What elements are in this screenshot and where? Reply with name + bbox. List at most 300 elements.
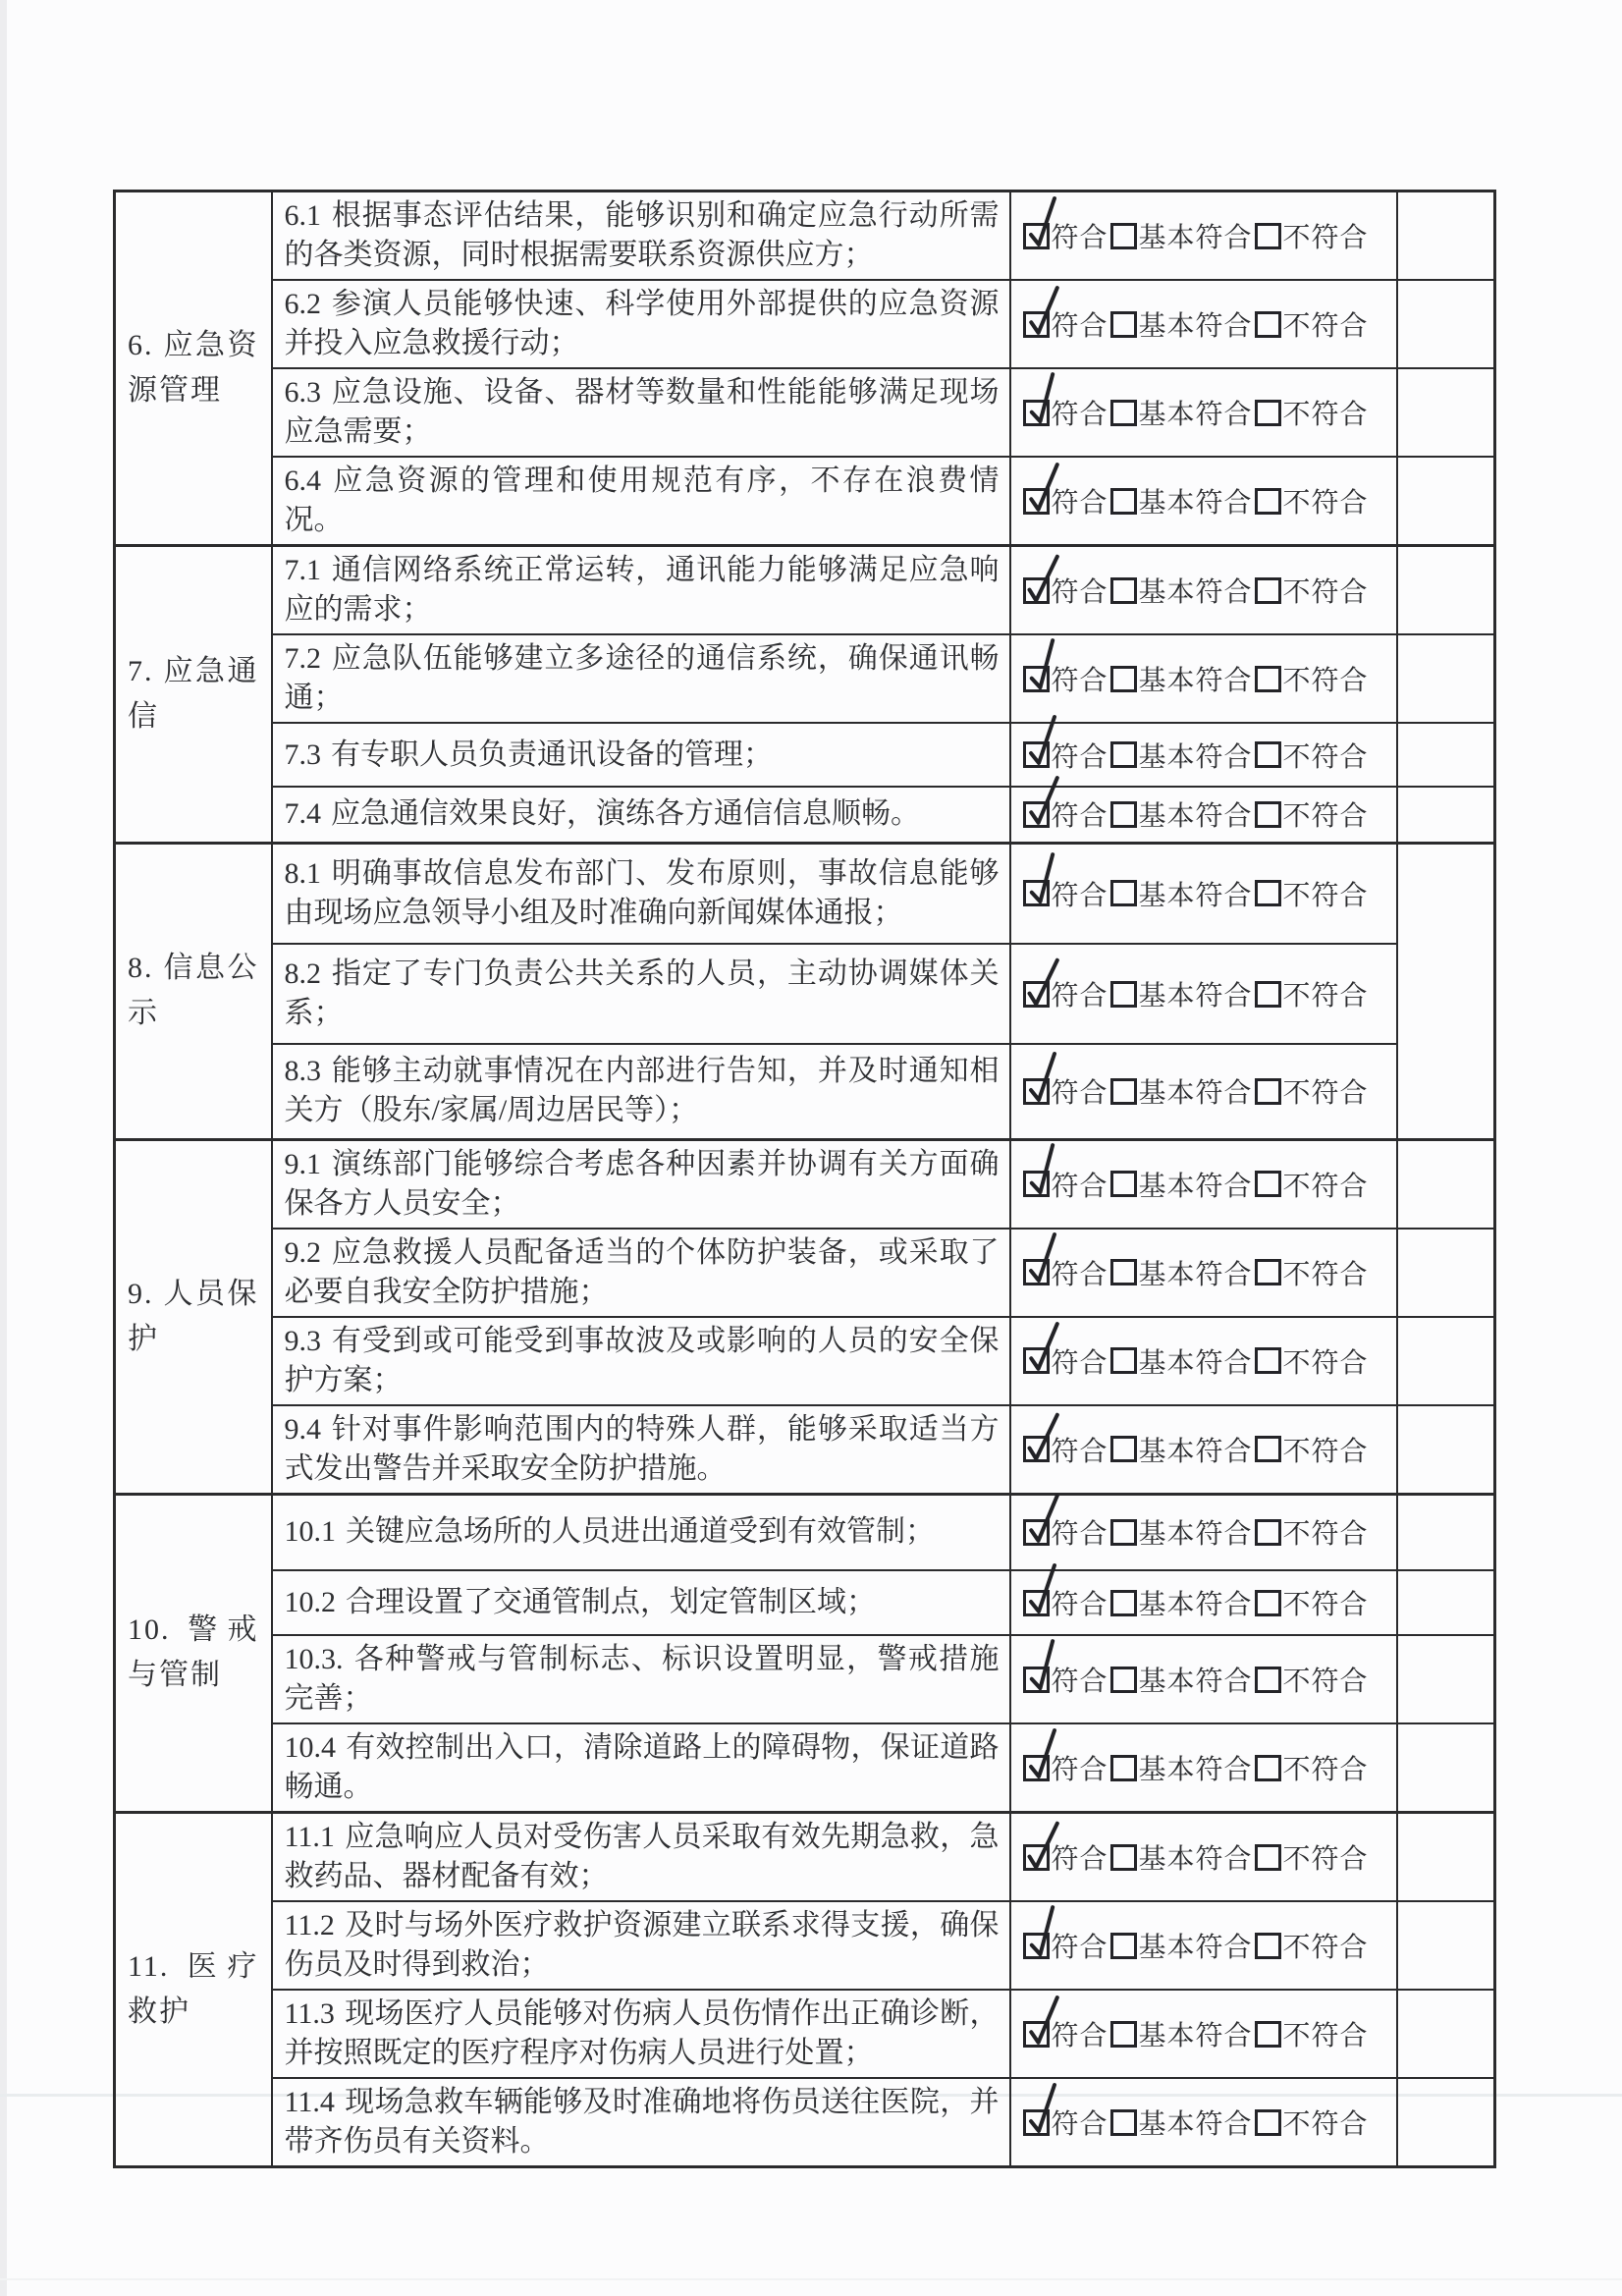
checkbox-empty-基本符合[interactable] [1110, 741, 1137, 768]
option-label: 符合 [1051, 741, 1108, 773]
option-label: 符合 [1051, 1933, 1108, 1963]
checkbox-empty-基本符合[interactable] [1110, 311, 1137, 338]
compliance-cell [1010, 1494, 1397, 1570]
option-label: 不符合 [1282, 741, 1369, 773]
option-label: 基本符合 [1138, 1590, 1253, 1620]
compliance-cell [1010, 457, 1397, 546]
compliance-cell [1010, 1813, 1397, 1902]
option-label: 不符合 [1282, 577, 1369, 608]
compliance-options [1023, 1748, 1392, 1787]
scan-band-artifact-2 [0, 2278, 1622, 2280]
compliance-options [1023, 1253, 1392, 1292]
item-number: 9.4 [284, 1412, 321, 1446]
checkbox-checked-符合[interactable] [1023, 666, 1050, 692]
item-text [272, 1723, 1010, 1813]
table-row [115, 843, 1495, 944]
option-label: 符合 [1051, 2109, 1108, 2140]
remark-cell [1397, 1990, 1495, 2078]
option-label: 符合 [1051, 1667, 1108, 1697]
checkbox-empty-基本符合[interactable] [1110, 1259, 1137, 1285]
checkbox-empty-不符合[interactable] [1255, 741, 1281, 768]
option-label: 基本符合 [1138, 400, 1253, 430]
checkbox-empty-基本符合[interactable] [1110, 1347, 1137, 1374]
checkbox-checked-符合[interactable] [1023, 223, 1050, 249]
option-label: 符合 [1051, 2021, 1108, 2051]
option-label: 不符合 [1282, 223, 1369, 253]
option-label: 基本符合 [1138, 1171, 1253, 1202]
table-row [115, 368, 1495, 457]
compliance-cell [1010, 1229, 1397, 1317]
checkbox-empty-不符合[interactable] [1255, 1590, 1281, 1616]
item-body: 演练部门能够综合考虑各种因素并协调有关方面确保各方人员安全； [284, 1147, 1000, 1220]
item-number: 8.1 [284, 856, 321, 890]
checkbox-empty-不符合[interactable] [1255, 223, 1281, 249]
checkbox-checked-符合[interactable] [1023, 488, 1050, 515]
item-body: 合理设置了交通管制点，划定管制区域； [346, 1586, 876, 1618]
table-row [115, 1044, 1495, 1139]
item-text [272, 2078, 1010, 2167]
checkbox-empty-不符合[interactable] [1255, 311, 1281, 338]
remark-cell [1397, 1139, 1495, 1229]
checkbox-empty-不符合[interactable] [1255, 981, 1281, 1008]
item-text [272, 1139, 1010, 1229]
option-label: 基本符合 [1138, 1519, 1253, 1551]
option-label: 符合 [1051, 1078, 1108, 1110]
table-row [115, 1570, 1495, 1635]
option-label: 符合 [1051, 1519, 1108, 1551]
option-label: 基本符合 [1138, 880, 1253, 911]
table-row [115, 1229, 1495, 1317]
option-label: 符合 [1051, 801, 1108, 833]
checkbox-empty-不符合[interactable] [1255, 2021, 1281, 2048]
option-label: 符合 [1051, 666, 1108, 696]
checkbox-checked-符合[interactable] [1023, 1259, 1050, 1285]
checkbox-empty-基本符合[interactable] [1110, 666, 1137, 692]
compliance-options [1023, 2014, 1392, 2053]
option-label: 基本符合 [1138, 1436, 1253, 1467]
item-number: 9.3 [284, 1324, 321, 1357]
item-body: 应急队伍能够建立多途径的通信系统，确保通讯畅通； [284, 642, 1000, 714]
compliance-options [1023, 659, 1392, 698]
checkbox-empty-基本符合[interactable] [1110, 1171, 1137, 1197]
table-row [115, 787, 1495, 843]
compliance-cell [1010, 1990, 1397, 2078]
table-row [115, 1813, 1495, 1902]
compliance-options [1023, 1837, 1392, 1877]
table-row [115, 457, 1495, 546]
option-label: 不符合 [1282, 488, 1369, 519]
table-row [115, 1494, 1495, 1570]
option-label: 符合 [1051, 1171, 1108, 1202]
option-label: 基本符合 [1138, 801, 1253, 833]
option-label: 基本符合 [1138, 1347, 1253, 1379]
scan-edge-artifact [0, 0, 7, 2296]
checkbox-checked-符合[interactable] [1023, 880, 1050, 906]
item-text [272, 1405, 1010, 1495]
item-body: 应急通信效果良好，演练各方通信信息顺畅。 [331, 797, 920, 831]
checkbox-checked-符合[interactable] [1023, 1519, 1050, 1546]
checkbox-checked-符合[interactable] [1023, 400, 1050, 426]
option-label: 基本符合 [1138, 311, 1253, 342]
option-label: 基本符合 [1138, 2021, 1253, 2051]
table-row [115, 944, 1495, 1044]
option-label: 基本符合 [1138, 1078, 1253, 1110]
remark-cell [1397, 546, 1495, 635]
table-row [115, 1635, 1495, 1723]
remark-cell-merged [1397, 843, 1495, 1139]
checkbox-empty-不符合[interactable] [1255, 1755, 1281, 1781]
option-label: 不符合 [1282, 801, 1369, 833]
checkbox-empty-基本符合[interactable] [1110, 2021, 1137, 2048]
checkbox-empty-基本符合[interactable] [1110, 1078, 1137, 1105]
compliance-cell [1010, 843, 1397, 944]
item-text [272, 1901, 1010, 1990]
checkbox-empty-不符合[interactable] [1255, 1171, 1281, 1197]
option-label: 基本符合 [1138, 488, 1253, 519]
remark-cell [1397, 787, 1495, 843]
category-cell: 9. 人员保护 [115, 1139, 272, 1494]
table-row [115, 634, 1495, 723]
compliance-options [1023, 874, 1392, 913]
option-label: 不符合 [1282, 1171, 1369, 1202]
item-text [272, 191, 1010, 281]
option-label: 符合 [1051, 1436, 1108, 1467]
checkbox-checked-符合[interactable] [1023, 311, 1050, 338]
item-body: 能够主动就事情况在内部进行告知，并及时通知相关方（股东/家属/周边居民等）； [284, 1055, 1000, 1127]
remark-cell [1397, 1317, 1495, 1405]
option-label: 不符合 [1282, 1933, 1369, 1963]
option-label: 符合 [1051, 981, 1108, 1011]
item-text [272, 1570, 1010, 1635]
remark-cell [1397, 1813, 1495, 1902]
option-label: 不符合 [1282, 1755, 1369, 1785]
checkbox-checked-符合[interactable] [1023, 1933, 1050, 1959]
item-body: 应急资源的管理和使用规范有序，不存在浪费情况。 [284, 465, 1000, 536]
compliance-cell [1010, 723, 1397, 787]
checkbox-empty-不符合[interactable] [1255, 2109, 1281, 2136]
checkbox-empty-不符合[interactable] [1255, 801, 1281, 828]
checkbox-empty-基本符合[interactable] [1110, 801, 1137, 828]
checkbox-empty-基本符合[interactable] [1110, 1436, 1137, 1462]
item-number: 9.2 [284, 1235, 321, 1269]
item-body: 通信网络系统正常运转，通讯能力能够满足应急响应的需求； [284, 554, 1000, 626]
item-number: 10.2 [284, 1586, 336, 1618]
item-number: 11.1 [284, 1821, 335, 1853]
table-row [115, 1405, 1495, 1495]
option-label: 不符合 [1282, 311, 1369, 342]
remark-cell [1397, 1901, 1495, 1990]
item-text [272, 1494, 1010, 1570]
option-label: 不符合 [1282, 1844, 1369, 1875]
option-label: 基本符合 [1138, 1667, 1253, 1697]
remark-cell [1397, 2078, 1495, 2167]
option-label: 不符合 [1282, 1667, 1369, 1697]
compliance-options [1023, 571, 1392, 610]
remark-cell [1397, 1405, 1495, 1495]
checkbox-empty-不符合[interactable] [1255, 1844, 1281, 1871]
item-number: 10.4 [284, 1731, 336, 1764]
compliance-options [1023, 2103, 1392, 2142]
item-number: 6.1 [284, 199, 321, 232]
option-label: 符合 [1051, 488, 1108, 519]
table-row [115, 1317, 1495, 1405]
item-body: 及时与场外医疗救护资源建立联系求得支援，确保伤员及时得到救治； [284, 1909, 1000, 1981]
item-body: 关键应急场所的人员进出通道受到有效管制； [346, 1515, 935, 1549]
option-label: 基本符合 [1138, 223, 1253, 253]
item-text [272, 787, 1010, 843]
checkbox-empty-不符合[interactable] [1255, 1667, 1281, 1693]
item-body: 参演人员能够快速、科学使用外部提供的应急资源并投入应急救援行动； [284, 288, 1000, 359]
item-number: 8.2 [284, 957, 321, 990]
item-body: 针对事件影响范围内的特殊人群，能够采取适当方式发出警告并采取安全防护措施。 [284, 1412, 1000, 1485]
compliance-options [1023, 1926, 1392, 1965]
option-label: 符合 [1051, 311, 1108, 342]
checkbox-checked-符合[interactable] [1023, 1347, 1050, 1374]
item-number: 7.3 [284, 738, 321, 771]
checkbox-empty-基本符合[interactable] [1110, 223, 1137, 249]
category-cell: 10. 警戒与管制 [115, 1494, 272, 1813]
option-label: 基本符合 [1138, 2109, 1253, 2140]
item-number: 10.3. [284, 1643, 344, 1675]
checkbox-checked-符合[interactable] [1023, 801, 1050, 828]
option-label: 符合 [1051, 577, 1108, 608]
checkbox-checked-符合[interactable] [1023, 577, 1050, 604]
item-body: 应急救援人员配备适当的个体防护装备，或采取了必要自我安全防护措施； [284, 1235, 1000, 1308]
option-label: 不符合 [1282, 1259, 1369, 1290]
checkbox-empty-不符合[interactable] [1255, 666, 1281, 692]
checkbox-checked-符合[interactable] [1023, 2109, 1050, 2136]
checkbox-empty-不符合[interactable] [1255, 488, 1281, 515]
checkbox-checked-符合[interactable] [1023, 981, 1050, 1008]
item-text [272, 723, 1010, 787]
compliance-options [1023, 1341, 1392, 1381]
compliance-cell [1010, 546, 1397, 635]
item-number: 10.1 [284, 1515, 336, 1549]
compliance-cell [1010, 1635, 1397, 1723]
checkbox-empty-基本符合[interactable] [1110, 1844, 1137, 1871]
table-row [115, 280, 1495, 368]
compliance-cell [1010, 191, 1397, 281]
item-body: 指定了专门负责公共关系的人员，主动协调媒体关系； [284, 957, 1000, 1029]
checkbox-empty-不符合[interactable] [1255, 1519, 1281, 1546]
item-number: 6.3 [284, 376, 321, 409]
item-text [272, 546, 1010, 635]
remark-cell [1397, 1723, 1495, 1813]
compliance-options [1023, 304, 1392, 344]
item-body: 现场急救车辆能够及时准确地将伤员送往医院，并带齐伤员有关资料。 [284, 2086, 1000, 2158]
item-text [272, 1635, 1010, 1723]
option-label: 符合 [1051, 400, 1108, 430]
compliance-cell [1010, 1723, 1397, 1813]
checkbox-checked-符合[interactable] [1023, 1667, 1050, 1693]
item-body: 各种警戒与管制标志、标识设置明显，警戒措施完善； [284, 1643, 1000, 1715]
item-number: 6.4 [284, 465, 321, 497]
option-label: 符合 [1051, 223, 1108, 253]
table-row [115, 1990, 1495, 2078]
checkbox-empty-基本符合[interactable] [1110, 400, 1137, 426]
evaluation-table [113, 190, 1496, 2168]
compliance-options [1023, 216, 1392, 255]
item-body: 根据事态评估结果，能够识别和确定应急行动所需的各类资源，同时根据需要联系资源供应方； [284, 199, 1000, 271]
table-row [115, 191, 1495, 281]
compliance-options [1023, 1165, 1392, 1204]
checkbox-checked-符合[interactable] [1023, 1436, 1050, 1462]
checkbox-empty-不符合[interactable] [1255, 1436, 1281, 1462]
item-number: 11.4 [284, 2086, 335, 2118]
option-label: 不符合 [1282, 1590, 1369, 1620]
item-number: 6.2 [284, 288, 321, 320]
compliance-options [1023, 736, 1392, 775]
category-cell: 11. 医疗救护 [115, 1813, 272, 2167]
checkbox-checked-符合[interactable] [1023, 741, 1050, 768]
option-label: 符合 [1051, 1844, 1108, 1875]
compliance-cell [1010, 2078, 1397, 2167]
option-label: 基本符合 [1138, 666, 1253, 696]
compliance-options [1023, 1512, 1392, 1552]
compliance-options [1023, 974, 1392, 1013]
option-label: 符合 [1051, 880, 1108, 911]
compliance-cell [1010, 1044, 1397, 1139]
checkbox-empty-基本符合[interactable] [1110, 880, 1137, 906]
item-body: 有专职人员负责通讯设备的管理； [331, 738, 773, 771]
item-body: 现场医疗人员能够对伤病人员伤情作出正确诊断，并按照既定的医疗程序对伤病人员进行处置； [284, 1997, 1000, 2069]
checkbox-checked-符合[interactable] [1023, 1844, 1050, 1871]
compliance-cell [1010, 368, 1397, 457]
item-text [272, 1044, 1010, 1139]
option-label: 基本符合 [1138, 981, 1253, 1011]
item-number: 7.4 [284, 797, 321, 831]
item-text [272, 280, 1010, 368]
option-label: 基本符合 [1138, 1259, 1253, 1290]
checkbox-empty-不符合[interactable] [1255, 1078, 1281, 1105]
compliance-cell [1010, 787, 1397, 843]
compliance-options [1023, 1660, 1392, 1699]
compliance-cell [1010, 1139, 1397, 1229]
remark-cell [1397, 634, 1495, 723]
checkbox-checked-符合[interactable] [1023, 1078, 1050, 1105]
item-body: 应急设施、设备、器材等数量和性能能够满足现场应急需要； [284, 376, 1000, 448]
checkbox-checked-符合[interactable] [1023, 1171, 1050, 1197]
table-row [115, 723, 1495, 787]
item-text [272, 1317, 1010, 1405]
compliance-options [1023, 393, 1392, 432]
item-body: 有效控制出入口，清除道路上的障碍物，保证道路畅通。 [284, 1731, 1000, 1803]
option-label: 不符合 [1282, 1436, 1369, 1467]
item-number: 7.2 [284, 642, 321, 675]
option-label: 基本符合 [1138, 577, 1253, 608]
compliance-options [1023, 794, 1392, 834]
compliance-cell [1010, 634, 1397, 723]
option-label: 不符合 [1282, 2021, 1369, 2051]
compliance-cell [1010, 1317, 1397, 1405]
checkbox-empty-基本符合[interactable] [1110, 1590, 1137, 1616]
checkbox-checked-符合[interactable] [1023, 2021, 1050, 2048]
checkbox-empty-基本符合[interactable] [1110, 1667, 1137, 1693]
option-label: 符合 [1051, 1590, 1108, 1620]
compliance-options [1023, 1583, 1392, 1622]
checkbox-empty-不符合[interactable] [1255, 1347, 1281, 1374]
category-cell: 7. 应急通信 [115, 546, 272, 844]
item-body: 有受到或可能受到事故波及或影响的人员的安全保护方案； [284, 1324, 1000, 1396]
item-number: 7.1 [284, 554, 321, 586]
item-number: 8.3 [284, 1055, 321, 1088]
item-text [272, 457, 1010, 546]
item-text [272, 1229, 1010, 1317]
checkbox-empty-基本符合[interactable] [1110, 1933, 1137, 1959]
item-text [272, 1990, 1010, 2078]
item-text [272, 634, 1010, 723]
checkbox-empty-不符合[interactable] [1255, 1933, 1281, 1959]
option-label: 不符合 [1282, 880, 1369, 911]
checkbox-checked-符合[interactable] [1023, 1590, 1050, 1616]
item-text [272, 843, 1010, 944]
option-label: 符合 [1051, 1755, 1108, 1785]
remark-cell [1397, 457, 1495, 546]
compliance-cell [1010, 1901, 1397, 1990]
table-row [115, 546, 1495, 635]
compliance-options [1023, 1430, 1392, 1469]
checkbox-empty-基本符合[interactable] [1110, 981, 1137, 1008]
option-label: 不符合 [1282, 400, 1369, 430]
option-label: 不符合 [1282, 1347, 1369, 1379]
table-row [115, 2078, 1495, 2167]
table-row [115, 1139, 1495, 1229]
option-label: 基本符合 [1138, 1933, 1253, 1963]
item-body: 明确事故信息发布部门、发布原则，事故信息能够由现场应急领导小组及时准确向新闻媒体通报； [284, 856, 1000, 929]
item-text [272, 1813, 1010, 1902]
item-number: 11.3 [284, 1997, 335, 2030]
item-text [272, 368, 1010, 457]
option-label: 不符合 [1282, 666, 1369, 696]
checkbox-empty-不符合[interactable] [1255, 577, 1281, 604]
compliance-cell [1010, 1405, 1397, 1495]
checkbox-empty-基本符合[interactable] [1110, 1519, 1137, 1546]
table-row [115, 1901, 1495, 1990]
remark-cell [1397, 1494, 1495, 1570]
option-label: 基本符合 [1138, 741, 1253, 773]
option-label: 不符合 [1282, 1519, 1369, 1551]
option-label: 不符合 [1282, 981, 1369, 1011]
category-cell: 8. 信息公示 [115, 843, 272, 1139]
checkbox-empty-基本符合[interactable] [1110, 1755, 1137, 1781]
remark-cell [1397, 1229, 1495, 1317]
option-label: 符合 [1051, 1347, 1108, 1379]
item-body: 应急响应人员对受伤害人员采取有效先期急救，急救药品、器材配备有效； [284, 1821, 1000, 1892]
table-row [115, 1723, 1495, 1813]
checkbox-checked-符合[interactable] [1023, 1755, 1050, 1781]
compliance-options [1023, 481, 1392, 520]
checkbox-empty-基本符合[interactable] [1110, 577, 1137, 604]
compliance-cell [1010, 944, 1397, 1044]
remark-cell [1397, 1570, 1495, 1635]
option-label: 不符合 [1282, 2109, 1369, 2140]
remark-cell [1397, 368, 1495, 457]
checkbox-empty-不符合[interactable] [1255, 400, 1281, 426]
checkbox-empty-基本符合[interactable] [1110, 2109, 1137, 2136]
compliance-options [1023, 1071, 1392, 1111]
checkbox-empty-不符合[interactable] [1255, 1259, 1281, 1285]
checkbox-empty-不符合[interactable] [1255, 880, 1281, 906]
checkbox-empty-基本符合[interactable] [1110, 488, 1137, 515]
remark-cell [1397, 1635, 1495, 1723]
item-number: 9.1 [284, 1147, 321, 1180]
item-number: 11.2 [284, 1909, 335, 1941]
compliance-cell [1010, 280, 1397, 368]
option-label: 基本符合 [1138, 1844, 1253, 1875]
remark-cell [1397, 280, 1495, 368]
category-cell: 6. 应急资源管理 [115, 191, 272, 546]
compliance-cell [1010, 1570, 1397, 1635]
